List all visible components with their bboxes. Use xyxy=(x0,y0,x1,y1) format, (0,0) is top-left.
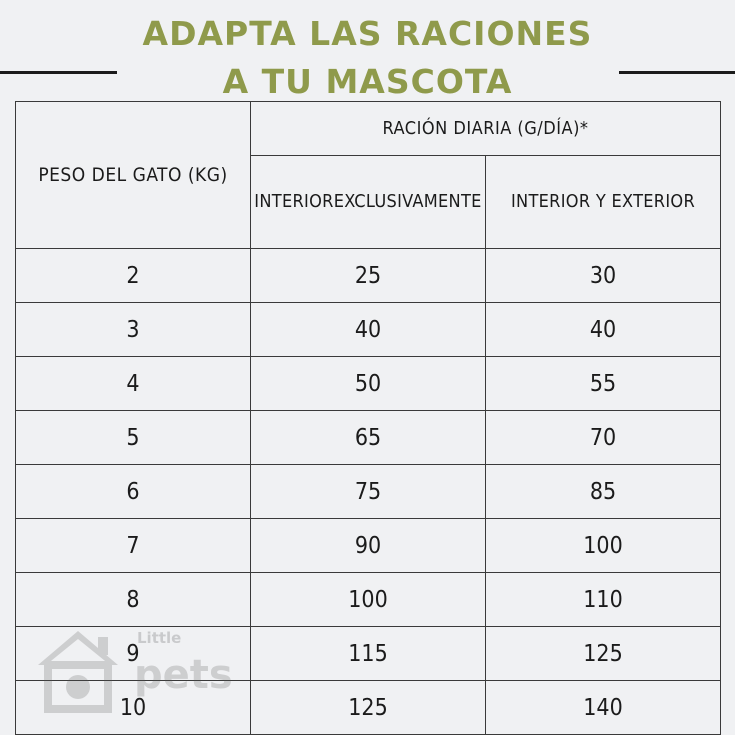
table-row xyxy=(16,681,721,735)
cell-weight: 8 xyxy=(16,573,251,627)
cell-indoor: 25 xyxy=(251,249,486,303)
header-daily-ration: RACIÓN DIARIA (G/DÍA)* xyxy=(251,102,721,156)
cell-weight: 5 xyxy=(16,411,251,465)
cell-indoor: 65 xyxy=(251,411,486,465)
page-title xyxy=(0,10,735,106)
title-divider-right xyxy=(619,71,735,74)
cell-outdoor: 110 xyxy=(486,573,721,627)
cell-outdoor: 30 xyxy=(486,249,721,303)
header-indoor-outdoor: INTERIOR Y EXTERIOR xyxy=(486,156,721,249)
cell-outdoor: 40 xyxy=(486,303,721,357)
cell-indoor: 40 xyxy=(251,303,486,357)
cell-weight: 9 xyxy=(16,627,251,681)
cell-indoor: 50 xyxy=(251,357,486,411)
cell-outdoor: 85 xyxy=(486,465,721,519)
table-row xyxy=(16,357,721,411)
table-row xyxy=(16,303,721,357)
cell-outdoor: 125 xyxy=(486,627,721,681)
header-indoor-only: INTERIOREXCLUSIVAMENTE xyxy=(251,156,486,249)
cell-weight: 4 xyxy=(16,357,251,411)
cell-weight: 10 xyxy=(16,681,251,735)
cell-outdoor: 55 xyxy=(486,357,721,411)
cell-indoor: 75 xyxy=(251,465,486,519)
cell-weight: 7 xyxy=(16,519,251,573)
table-header-row-1 xyxy=(16,102,721,156)
cell-weight: 2 xyxy=(16,249,251,303)
watermark-large-text: pets xyxy=(134,652,233,698)
title-line-2: A TU MASCOTA xyxy=(222,62,513,101)
ration-table xyxy=(15,101,721,735)
cell-outdoor: 140 xyxy=(486,681,721,735)
cell-outdoor: 100 xyxy=(486,519,721,573)
cell-indoor: 100 xyxy=(251,573,486,627)
table-row xyxy=(16,519,721,573)
cell-weight: 3 xyxy=(16,303,251,357)
cell-weight: 6 xyxy=(16,465,251,519)
table-row xyxy=(16,573,721,627)
cell-indoor: 125 xyxy=(251,681,486,735)
table-row xyxy=(16,627,721,681)
title-divider-left xyxy=(0,71,117,74)
title-line-1: ADAPTA LAS RACIONES xyxy=(142,14,593,53)
cell-indoor: 90 xyxy=(251,519,486,573)
watermark-small-text: Little xyxy=(137,629,182,647)
cell-outdoor: 70 xyxy=(486,411,721,465)
table-row xyxy=(16,411,721,465)
table-row xyxy=(16,249,721,303)
table-row xyxy=(16,465,721,519)
table-body xyxy=(16,249,721,735)
header-weight: PESO DEL GATO (KG) xyxy=(16,102,251,249)
cell-indoor: 115 xyxy=(251,627,486,681)
